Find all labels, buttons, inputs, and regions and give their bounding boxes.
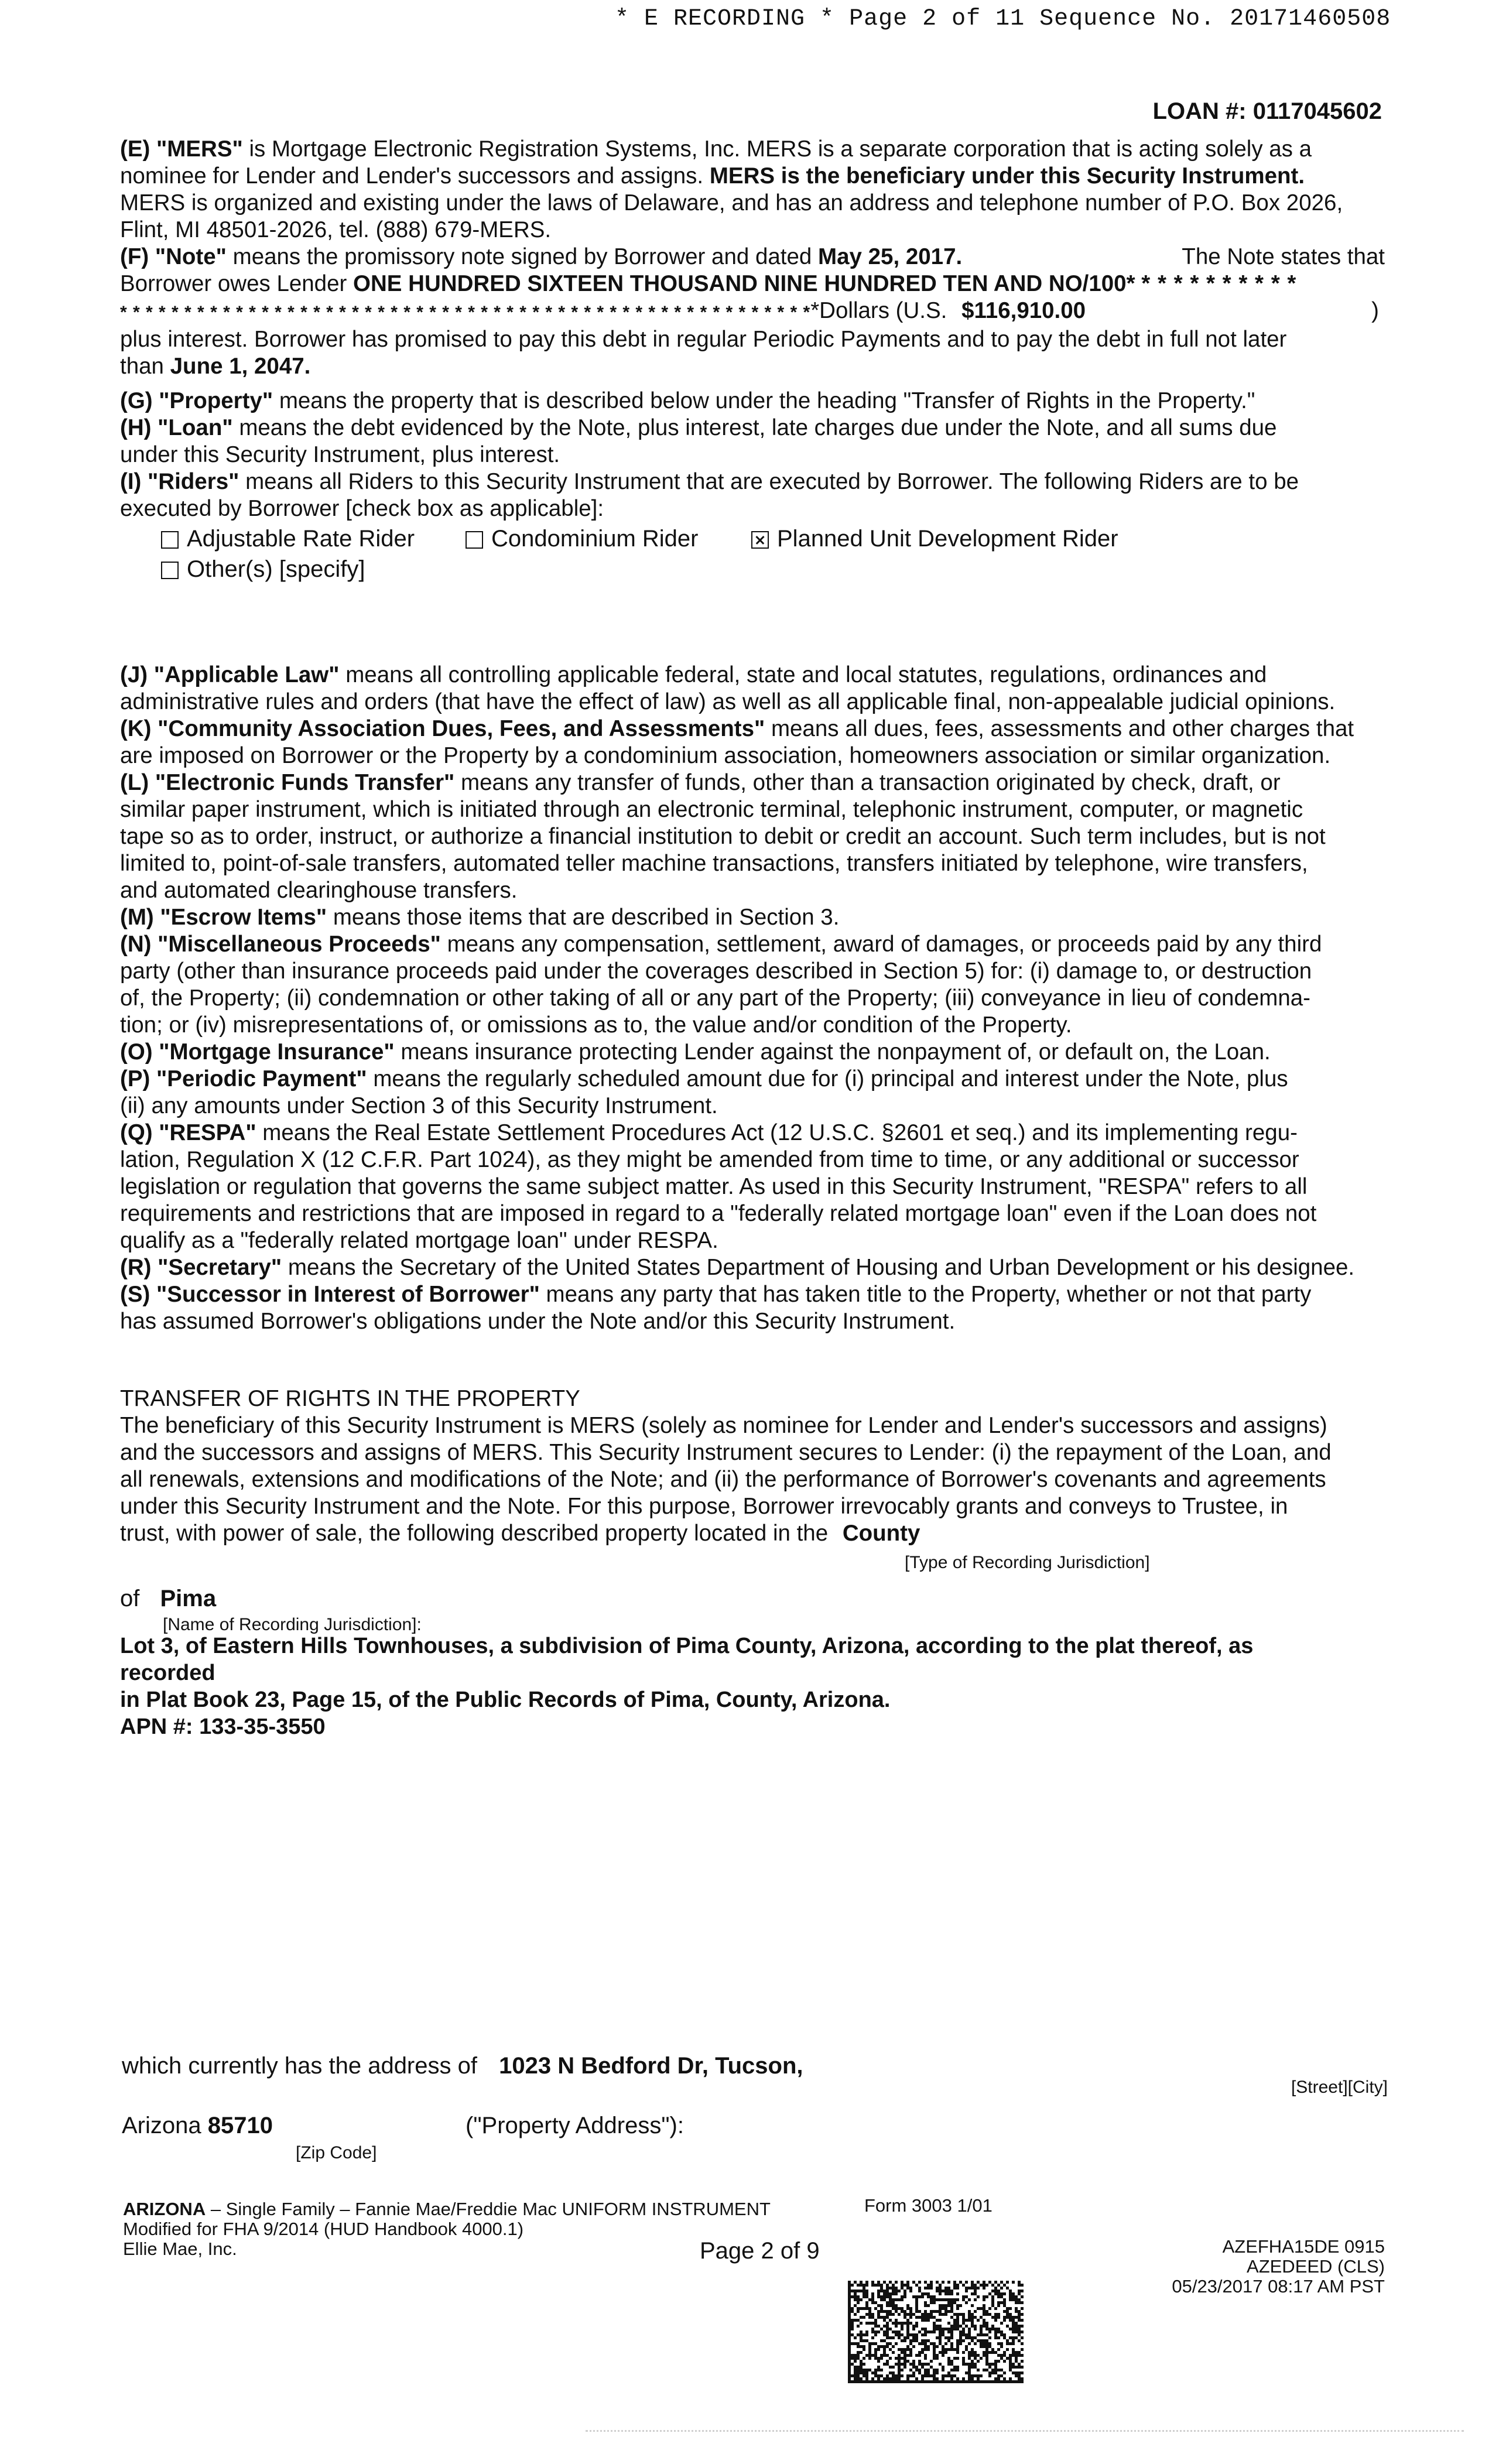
definition-text: The Note states that [1182,244,1385,269]
definition-text: means the Real Estate Settlement Procedures Act (12 U.S.C. §2601 et seq.) and its implementing regu- [262,1120,1298,1145]
rider-planned-unit-development[interactable] [751,526,1118,552]
definition-text: is Mortgage Electronic Registration Systems, Inc. MERS is a separate corporation that is acting solely as a [249,136,1312,162]
rider-condominium[interactable] [466,526,698,552]
transfer-text: and the successors and assigns of MERS. This Security Instrument secures to Lender: (i) the repayment of the Loan, and [120,1440,1332,1465]
jurisdiction-name: Pima [160,1586,217,1611]
definition-text: requirements and restrictions that are imposed in regard to a "federally related mortgage loan" even if the Loan does not [120,1201,1317,1226]
property-address-label: ("Property Address"): [466,2113,684,2138]
loan-value: 0117045602 [1252,98,1382,124]
rider-label: Adjustable Rate Rider [187,526,415,552]
jurisdiction-line [120,1586,216,1612]
definition-p [120,1066,1385,1120]
mers-beneficiary-text: MERS is the beneficiary under this Security Instrument. [709,163,1305,189]
zip-caption: [Zip Code] [296,2143,377,2162]
legal-text: Lot 3, of Eastern Hills Townhouses, a subdivision of Pima County, Arizona, according to the plat thereof, as [120,1634,1254,1658]
dollars-text: *Dollars (U.S. [810,298,947,323]
definition-label: (J) "Applicable Law" [120,662,340,687]
transfer-section [120,1385,1385,1547]
definition-label: (F) "Note" [120,244,227,269]
checkbox-unchecked[interactable] [161,562,179,579]
definition-i [120,468,1385,522]
definition-label: (L) "Electronic Funds Transfer" [120,770,455,795]
definition-text: plus interest. Borrower has promised to pay this debt in regular Periodic Payments and to pay the debt in full not later [120,327,1287,352]
street-city: 1023 N Bedford Dr, Tucson, [499,2053,803,2079]
closing-paren: ) [1371,298,1379,323]
definition-text: than [120,354,164,379]
legal-text: in Plat Book 23, Page 15, of the Public Records of Pima, County, Arizona. [120,1688,891,1712]
definition-text: and automated clearinghouse transfers. [120,878,518,903]
definition-label: (P) "Periodic Payment" [120,1066,367,1091]
definition-text: Flint, MI 48501-2026, tel. (888) 679-MERS. [120,217,552,242]
definition-text: means the property that is described below under the heading "Transfer of Rights in the Property." [279,388,1255,413]
definition-text: limited to, point-of-sale transfers, automated teller machine transactions, transfers initiated by telephone, wire transfers, [120,851,1308,876]
definition-text: means all controlling applicable federal, state and local statutes, regulations, ordinances and [345,662,1267,687]
definition-label: (R) "Secretary" [120,1255,282,1280]
definition-j [120,662,1385,716]
definition-text: legislation or regulation that governs the same subject matter. As used in this Security Instrument, "RESPA" refers to all [120,1174,1308,1199]
instrument-text: – Single Family – Fannie Mae/Freddie Mac UNIFORM INSTRUMENT [210,2199,771,2219]
definition-label: (G) "Property" [120,388,273,413]
definition-text: executed by Borrower [check box as applicable]: [120,496,604,521]
definition-n [120,931,1385,1039]
transfer-text: under this Security Instrument and the Note. For this purpose, Borrower irrevocably grants and conveys to Trustee, in [120,1494,1288,1519]
definition-r [120,1254,1385,1281]
definition-label: (Q) "RESPA" [120,1120,256,1145]
of-text: of [120,1586,140,1611]
legal-text: recorded [120,1661,215,1685]
transfer-text: all renewals, extensions and modifications of the Note; and (ii) the performance of Borrower's covenants and agreements [120,1467,1326,1492]
definition-label: (O) "Mortgage Insurance" [120,1039,395,1065]
definition-o [120,1039,1385,1066]
definition-text: means the regularly scheduled amount due for (i) principal and interest under the Note, plus [373,1066,1288,1091]
definition-label: (K) "Community Association Dues, Fees, and Assessments" [120,716,765,741]
jurisdiction-name-caption: [Name of Recording Jurisdiction]: [163,1615,422,1634]
state-label: ARIZONA [123,2199,206,2219]
loan-amount: $116,910.00 [961,298,1086,323]
definition-text: means insurance protecting Lender against the nonpayment of, or default on, the Loan. [401,1039,1271,1065]
definition-text: means those items that are described in Section 3. [333,905,840,930]
definition-text: tape so as to order, instruct, or authorize a financial institution to debit or credit an account. Such term includes, but is not [120,824,1326,849]
definition-text: means all Riders to this Security Instrument that are executed by Borrower. The following Riders are to be [245,469,1299,494]
definition-text: party (other than insurance proceeds paid under the coverages described in Section 5) for: (i) damage to, or destruction [120,959,1312,984]
definition-text: has assumed Borrower's obligations under the Note and/or this Security Instrument. [120,1309,956,1334]
checkbox-checked[interactable] [751,531,769,549]
jurisdiction-type-caption: [Type of Recording Jurisdiction] [905,1553,1150,1572]
transfer-text: trust, with power of sale, the following described property located in the [120,1521,829,1546]
fha-text: Modified for FHA 9/2014 (HUD Handbook 4000.1) [123,2219,524,2239]
loan-amount-words: ONE HUNDRED SIXTEEN THOUSAND NINE HUNDRED TEN AND NO/100* [353,271,1135,296]
definition-text: means the promissory note signed by Borrower and dated [232,244,812,269]
rider-label: Other(s) [specify] [187,556,365,582]
filler-stars: * * * * * * * * * * * * * * * * * * * * * * * * * * * * * * * * * * * * * * * * * * * * * * * * * * * * * * [120,303,811,322]
recording-header: * E RECORDING * Page 2 of 11 Sequence No. 20171460508 [615,6,1391,32]
maturity-date: June 1, 2047. [170,354,311,379]
checkbox-unchecked[interactable] [466,531,483,549]
definition-label: (E) "MERS" [120,136,243,162]
definition-text: administrative rules and orders (that have the effect of law) as well as all applicable final, non-appealable judicial opinions. [120,689,1336,714]
definition-m [120,904,1385,931]
scan-artifact [586,2430,1464,2434]
definition-k [120,716,1385,769]
definition-text: lation, Regulation X (12 C.F.R. Part 1024), as they might be amended from time to time, or any additional or successor [120,1147,1299,1172]
state-zip-line [122,2113,273,2139]
rider-label: Planned Unit Development Rider [777,526,1118,552]
rider-adjustable-rate[interactable] [161,526,415,552]
definition-e [120,136,1385,244]
state: Arizona [122,2113,201,2138]
definition-text: tion; or (iv) misrepresentations of, or omissions as to, the value and/or condition of the Property. [120,1012,1072,1038]
print-timestamp: 05/23/2017 08:17 AM PST [1172,2276,1385,2297]
definition-text: means all dues, fees, assessments and other charges that [771,716,1354,741]
zip-code: 85710 [207,2113,273,2138]
transfer-text: The beneficiary of this Security Instrument is MERS (solely as nominee for Lender and Lender's successors and assigns) [120,1413,1327,1438]
definition-text: nominee for Lender and Lender's successors and assigns. [120,163,704,189]
transfer-heading: TRANSFER OF RIGHTS IN THE PROPERTY [120,1386,580,1411]
definition-label: (N) "Miscellaneous Proceeds" [120,932,441,957]
note-date: May 25, 2017. [818,244,963,269]
definition-text: under this Security Instrument, plus interest. [120,442,560,467]
definition-text: of, the Property; (ii) condemnation or other taking of all or any part of the Property; (iii) conveyance in lieu of condemna- [120,985,1310,1011]
definition-label: (S) "Successor in Interest of Borrower" [120,1282,540,1307]
definition-s [120,1281,1385,1335]
definition-text: means any compensation, settlement, award of damages, or proceeds paid by any third [447,932,1322,957]
definition-text: are imposed on Borrower or the Property by a condominium association, homeowners association or similar organization. [120,743,1331,768]
definition-h [120,415,1385,468]
street-city-caption: [Street][City] [1291,2078,1388,2097]
rider-other[interactable] [161,556,365,583]
rider-label: Condominium Rider [491,526,699,552]
form-code: AZEDEED (CLS) [1247,2256,1385,2277]
definition-l [120,769,1385,904]
definition-q [120,1120,1385,1254]
address-text: which currently has the address of [122,2053,477,2079]
form-footer-left [123,2199,771,2259]
definition-text: qualify as a "federally related mortgage loan" under RESPA. [120,1228,718,1253]
definition-text: similar paper instrument, which is initiated through an electronic terminal, telephonic instrument, computer, or magnetic [120,797,1303,822]
page-number: Page 2 of 9 [700,2238,820,2264]
checkbox-unchecked[interactable] [161,531,179,549]
definition-text: means the Secretary of the United States Department of Housing and Urban Development or his designee. [288,1255,1355,1280]
definition-f [120,244,1385,380]
loan-number [1153,98,1382,125]
form-code: AZEFHA15DE 0915 [1222,2236,1385,2257]
definition-text: Borrower owes Lender [120,271,347,296]
definition-text: (ii) any amounts under Section 3 of this Security Instrument. [120,1093,718,1118]
legal-description [120,1633,1253,1740]
filler-stars: * * * * * * * * * * [1141,271,1297,296]
definition-label: (M) "Escrow Items" [120,905,327,930]
loan-label: LOAN #: [1152,98,1247,124]
barcode-icon [848,2281,1024,2383]
form-number: Form 3003 1/01 [864,2195,993,2216]
definition-text: means the debt evidenced by the Note, plus interest, late charges due under the Note, and all sums due [239,415,1277,440]
definition-text: MERS is organized and existing under the laws of Delaware, and has an address and telephone number of P.O. Box 2026, [120,190,1343,215]
apn-number: APN #: 133-35-3550 [120,1714,326,1739]
definition-label: (H) "Loan" [120,415,233,440]
form-footer-right [1172,2237,1385,2297]
vendor-text: Ellie Mae, Inc. [123,2239,237,2259]
definition-g [120,388,1385,415]
definition-text: means any transfer of funds, other than a transaction originated by check, draft, or [461,770,1281,795]
definition-text: means any party that has taken title to the Property, whether or not that party [546,1282,1312,1307]
jurisdiction-type: County [842,1521,920,1546]
definition-label: (I) "Riders" [120,469,239,494]
address-line [122,2053,803,2079]
